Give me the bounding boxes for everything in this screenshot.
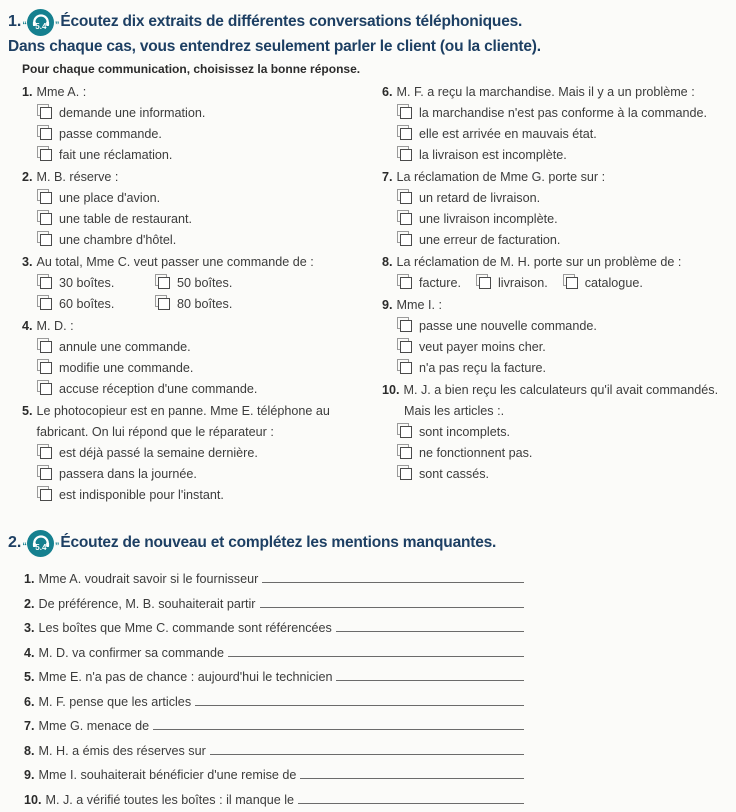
- questions-columns: [22, 82, 726, 507]
- question-number: 9.: [382, 295, 393, 316]
- fill-item-text: M. D. va confirmer sa commande: [39, 641, 224, 666]
- fill-item-number: 3.: [24, 616, 35, 641]
- question-block: [22, 316, 382, 400]
- fill-item-number: 8.: [24, 739, 35, 764]
- option-row: [397, 443, 736, 464]
- checkbox[interactable]: [400, 149, 412, 161]
- option-label: une table de restaurant.: [59, 209, 192, 230]
- question-text: Mme I. :: [397, 295, 442, 316]
- checkbox[interactable]: [40, 362, 52, 374]
- question-text: Mme A. :: [37, 82, 87, 103]
- option-row: [397, 188, 736, 209]
- question-stem: [22, 316, 382, 337]
- question-text: M. D. :: [37, 316, 74, 337]
- option-row: [37, 209, 382, 230]
- question-text: M. F. a reçu la marchandise. Mais il y a un problème :: [397, 82, 695, 103]
- fill-item-text: Mme E. n'a pas de chance : aujourd'hui le technicien: [39, 665, 333, 690]
- checkbox[interactable]: [400, 426, 412, 438]
- option-row: [37, 230, 382, 251]
- checkbox[interactable]: [400, 192, 412, 204]
- question-number: 7.: [382, 167, 393, 188]
- option-row: [37, 103, 382, 124]
- fill-item-number: 7.: [24, 714, 35, 739]
- question-block: [382, 380, 736, 485]
- answer-blank-line[interactable]: [262, 569, 524, 583]
- option-row: [397, 337, 736, 358]
- answer-blank-line[interactable]: [228, 643, 524, 657]
- option-row: [397, 103, 736, 124]
- audio-track-icon: [27, 530, 54, 557]
- question-number: 8.: [382, 252, 393, 273]
- fill-item-text: Mme I. souhaiterait bénéficier d'une remise de: [39, 763, 297, 788]
- fill-item-number: 2.: [24, 592, 35, 617]
- fill-item: [24, 763, 524, 788]
- sound-wave-left-icon: “: [22, 22, 27, 28]
- checkbox[interactable]: [40, 192, 52, 204]
- fill-item-text: Mme G. menace de: [39, 714, 150, 739]
- options-group: [22, 337, 382, 400]
- fill-item: [24, 788, 524, 812]
- fill-item: [24, 714, 524, 739]
- option-row: [476, 273, 548, 294]
- options-group: [22, 188, 382, 251]
- option-label: une erreur de facturation.: [419, 230, 560, 251]
- answer-blank-line[interactable]: [336, 618, 524, 632]
- options-group: [382, 103, 736, 166]
- question-block: [22, 82, 382, 166]
- fill-item-number: 5.: [24, 665, 35, 690]
- options-group: [22, 443, 382, 506]
- options-group: [22, 103, 382, 166]
- checkbox[interactable]: [400, 234, 412, 246]
- checkbox[interactable]: [400, 341, 412, 353]
- exercise-1-subtitle: Dans chaque cas, vous entendrez seulement parler le client (ou la cliente).: [8, 36, 726, 58]
- question-stem: [382, 295, 736, 316]
- fill-item: [24, 567, 524, 592]
- checkbox[interactable]: [40, 213, 52, 225]
- question-number: 3.: [22, 252, 33, 273]
- options-group: [22, 273, 282, 315]
- question-number: 4.: [22, 316, 33, 337]
- question-block: [382, 252, 736, 294]
- question-number: 2.: [22, 167, 33, 188]
- questions-column-left: [22, 82, 382, 507]
- option-label: livraison.: [498, 273, 548, 294]
- option-label: annule une commande.: [59, 337, 191, 358]
- question-text: La réclamation de M. H. porte sur un problème de :: [397, 252, 682, 273]
- checkbox[interactable]: [40, 234, 52, 246]
- option-label: elle est arrivée en mauvais état.: [419, 124, 597, 145]
- exercise-1-header: [8, 8, 726, 36]
- option-row: [397, 230, 736, 251]
- checkbox[interactable]: [400, 128, 412, 140]
- question-stem: [382, 82, 736, 103]
- question-block: [382, 295, 736, 379]
- option-label: 50 boîtes.: [177, 273, 232, 294]
- option-label: demande une information.: [59, 103, 205, 124]
- question-number: 6.: [382, 82, 393, 103]
- option-row: [37, 379, 382, 400]
- question-stem: [382, 167, 736, 188]
- checkbox[interactable]: [40, 447, 52, 459]
- question-block: [22, 401, 382, 506]
- question-number: 5.: [22, 401, 33, 443]
- fill-item-text: M. J. a vérifié toutes les boîtes : il manque le: [46, 788, 295, 812]
- option-row: [397, 145, 736, 166]
- option-row: [37, 485, 382, 506]
- sound-wave-left-icon: “: [22, 543, 27, 549]
- answer-blank-line[interactable]: [153, 716, 524, 730]
- option-label: n'a pas reçu la facture.: [419, 358, 546, 379]
- question-text: M. B. réserve :: [37, 167, 119, 188]
- answer-blank-line[interactable]: [210, 741, 524, 755]
- option-row: [37, 337, 382, 358]
- option-row: [397, 316, 736, 337]
- sound-wave-right-icon: ”: [55, 543, 60, 549]
- question-number: 10.: [382, 380, 400, 401]
- audio-track-number: 5.4: [35, 23, 46, 31]
- question-text: La réclamation de Mme G. porte sur :: [397, 167, 606, 188]
- checkbox[interactable]: [400, 447, 412, 459]
- options-group: [382, 273, 736, 294]
- fill-item-number: 9.: [24, 763, 35, 788]
- option-label: accuse réception d'une commande.: [59, 379, 257, 400]
- question-number: 1.: [22, 82, 33, 103]
- option-row: [37, 273, 155, 294]
- option-label: catalogue.: [585, 273, 643, 294]
- checkbox[interactable]: [400, 362, 412, 374]
- option-row: [155, 273, 282, 294]
- checkbox[interactable]: [158, 298, 170, 310]
- checkbox[interactable]: [566, 277, 578, 289]
- question-text: Le photocopieur est en panne. Mme E. téléphone au fabricant. On lui répond que le réparateur :: [37, 401, 382, 443]
- option-label: est déjà passé la semaine dernière.: [59, 443, 258, 464]
- option-label: 60 boîtes.: [59, 294, 114, 315]
- question-stem: [382, 252, 736, 273]
- option-label: 30 boîtes.: [59, 273, 114, 294]
- checkbox[interactable]: [40, 468, 52, 480]
- answer-blank-line[interactable]: [298, 790, 524, 804]
- option-row: [155, 294, 282, 315]
- checkbox[interactable]: [400, 320, 412, 332]
- question-block: [382, 82, 736, 166]
- checkbox[interactable]: [479, 277, 491, 289]
- option-row: [37, 188, 382, 209]
- exercise-1-section: [8, 8, 726, 507]
- exercise-2-header: [8, 529, 726, 557]
- exercise-2-number: 2.: [8, 529, 21, 556]
- fill-item: [24, 690, 524, 715]
- fill-item: [24, 641, 524, 666]
- checkbox[interactable]: [400, 277, 412, 289]
- question-stem: [22, 82, 382, 103]
- exercise-1-title: Écoutez dix extraits de différentes conversations téléphoniques.: [60, 11, 522, 33]
- question-text: M. J. a bien reçu les calculateurs qu'il avait commandés.: [404, 380, 719, 401]
- question-stem: [22, 167, 382, 188]
- answer-blank-line[interactable]: [260, 594, 524, 608]
- option-row: [397, 464, 736, 485]
- checkbox[interactable]: [40, 489, 52, 501]
- checkbox[interactable]: [40, 149, 52, 161]
- fill-item: [24, 616, 524, 641]
- question-stem: [22, 401, 382, 443]
- audio-track-icon: [27, 9, 54, 36]
- checkbox[interactable]: [158, 277, 170, 289]
- option-label: un retard de livraison.: [419, 188, 540, 209]
- checkbox[interactable]: [40, 128, 52, 140]
- options-group: [382, 422, 736, 485]
- option-row: [397, 209, 736, 230]
- option-label: veut payer moins cher.: [419, 337, 546, 358]
- option-label: facture.: [419, 273, 461, 294]
- sound-wave-right-icon: ”: [55, 22, 60, 28]
- options-group: [382, 188, 736, 251]
- checkbox[interactable]: [40, 277, 52, 289]
- exercise-1-number: 1.: [8, 8, 21, 35]
- fill-item-number: 1.: [24, 567, 35, 592]
- option-label: une livraison incomplète.: [419, 209, 558, 230]
- checkbox[interactable]: [40, 383, 52, 395]
- option-row: [37, 145, 382, 166]
- option-label: la livraison est incomplète.: [419, 145, 567, 166]
- fill-item: [24, 739, 524, 764]
- option-row: [37, 443, 382, 464]
- exercise-2-title: Écoutez de nouveau et complétez les mentions manquantes.: [60, 532, 496, 554]
- question-block: [22, 167, 382, 251]
- options-group: [382, 316, 736, 379]
- option-label: une chambre d'hôtel.: [59, 230, 176, 251]
- option-label: la marchandise n'est pas conforme à la commande.: [419, 103, 707, 124]
- fill-in-list: [24, 567, 524, 812]
- fill-item-text: M. F. pense que les articles: [39, 690, 192, 715]
- checkbox[interactable]: [400, 468, 412, 480]
- audio-track-number: 5.4: [35, 544, 46, 552]
- checkbox[interactable]: [400, 213, 412, 225]
- option-row: [397, 273, 461, 294]
- fill-item-text: Mme A. voudrait savoir si le fournisseur: [39, 567, 259, 592]
- checkbox[interactable]: [40, 298, 52, 310]
- answer-blank-line[interactable]: [300, 765, 524, 779]
- answer-blank-line[interactable]: [195, 692, 524, 706]
- question-text-line2: Mais les articles :.: [382, 401, 736, 422]
- option-row: [397, 358, 736, 379]
- fill-item-text: M. H. a émis des réserves sur: [39, 739, 206, 764]
- option-row: [37, 464, 382, 485]
- option-label: une place d'avion.: [59, 188, 160, 209]
- option-row: [563, 273, 643, 294]
- option-row: [37, 294, 155, 315]
- option-row: [37, 124, 382, 145]
- fill-item-text: Les boîtes que Mme C. commande sont référencées: [39, 616, 332, 641]
- option-label: passera dans la journée.: [59, 464, 197, 485]
- question-block: [22, 252, 382, 315]
- fill-item-number: 10.: [24, 788, 42, 812]
- checkbox[interactable]: [40, 107, 52, 119]
- exercise-1-instruction: Pour chaque communication, choisissez la bonne réponse.: [22, 60, 726, 78]
- option-label: 80 boîtes.: [177, 294, 232, 315]
- option-row: [397, 124, 736, 145]
- option-label: passe une nouvelle commande.: [419, 316, 597, 337]
- option-label: fait une réclamation.: [59, 145, 172, 166]
- fill-item-number: 6.: [24, 690, 35, 715]
- option-row: [37, 358, 382, 379]
- option-label: passe commande.: [59, 124, 162, 145]
- question-text: Au total, Mme C. veut passer une commande de :: [37, 252, 314, 273]
- fill-item-number: 4.: [24, 641, 35, 666]
- answer-blank-line[interactable]: [336, 667, 524, 681]
- option-label: est indisponible pour l'instant.: [59, 485, 224, 506]
- option-label: sont cassés.: [419, 464, 489, 485]
- fill-item-text: De préférence, M. B. souhaiterait partir: [39, 592, 256, 617]
- question-stem: [382, 380, 736, 401]
- question-stem: [22, 252, 382, 273]
- option-row: [397, 422, 736, 443]
- checkbox[interactable]: [400, 107, 412, 119]
- fill-item: [24, 665, 524, 690]
- question-block: [382, 167, 736, 251]
- option-label: sont incomplets.: [419, 422, 510, 443]
- exercise-2-section: [8, 529, 726, 812]
- option-label: modifie une commande.: [59, 358, 193, 379]
- fill-item: [24, 592, 524, 617]
- questions-column-right: [382, 82, 736, 507]
- option-label: ne fonctionnent pas.: [419, 443, 532, 464]
- checkbox[interactable]: [40, 341, 52, 353]
